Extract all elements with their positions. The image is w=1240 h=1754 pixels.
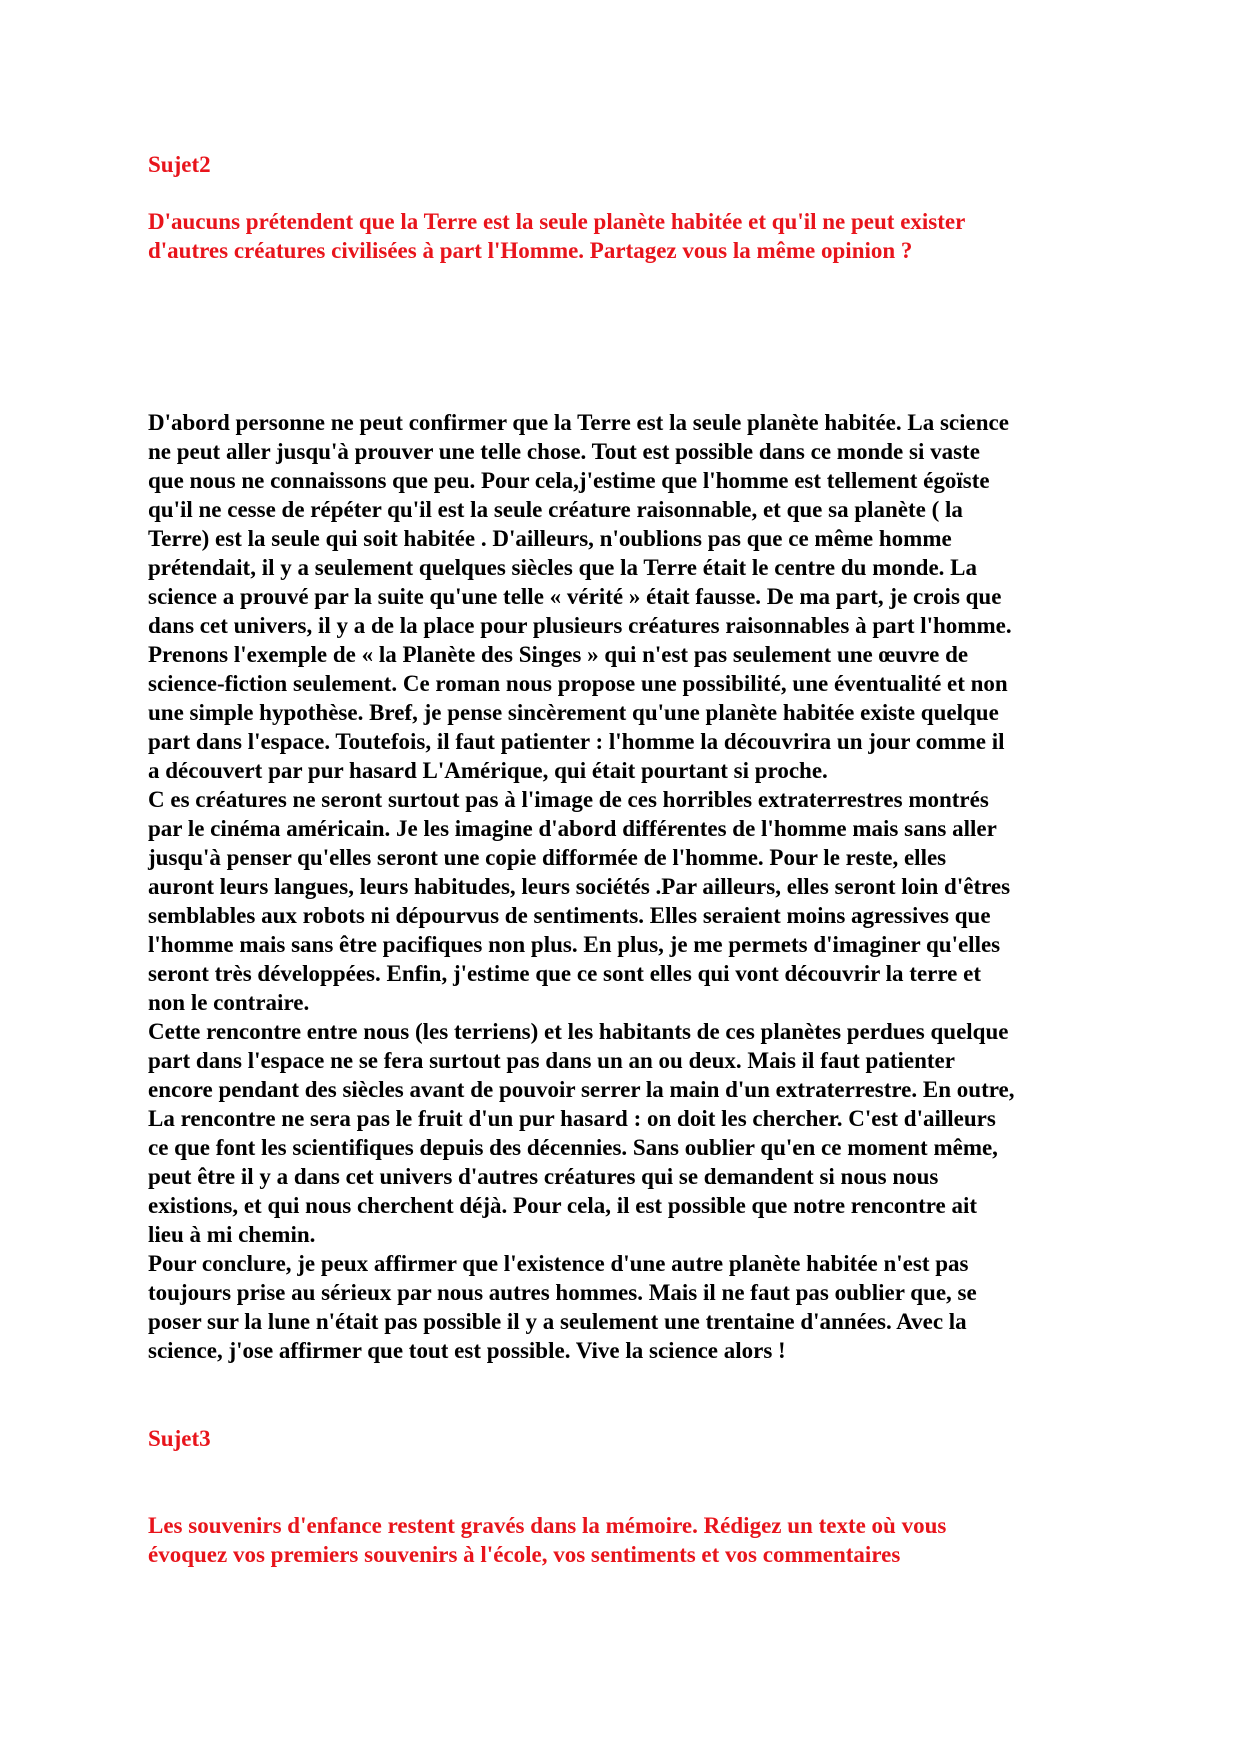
essay-line: peut être il y a dans cet univers d'autres créatures qui se demandent si nous nous — [148, 1164, 939, 1189]
essay-line: science a prouvé par la suite qu'une telle « vérité » était fausse. De ma part, je crois que — [148, 584, 1002, 609]
essay-line: ne peut aller jusqu'à prouver une telle chose. Tout est possible dans ce monde si vaste — [148, 439, 980, 464]
essay-line: part dans l'espace ne se fera surtout pas dans un an ou deux. Mais il faut patienter — [148, 1048, 955, 1073]
essay-body — [148, 408, 1014, 1365]
essay-line: auront leurs langues, leurs habitudes, leurs sociétés .Par ailleurs, elles seront loin d'êtres — [148, 874, 1011, 899]
sujet3-question-line: évoquez vos premiers souvenirs à l'école, vos sentiments et vos commentaires — [148, 1542, 901, 1567]
essay-line: l'homme mais sans être pacifiques non plus. En plus, je me permets d'imaginer qu'elles — [148, 932, 1001, 957]
essay-line: lieu à mi chemin. — [148, 1222, 316, 1247]
sujet2-question — [148, 207, 965, 265]
essay-line: ce que font les scientifiques depuis des décennies. Sans oublier qu'en ce moment même, — [148, 1135, 998, 1160]
essay-line: existions, et qui nous cherchent déjà. Pour cela, il est possible que notre rencontre ait — [148, 1193, 978, 1218]
essay-line: prétendait, il y a seulement quelques siècles que la Terre était le centre du monde. La — [148, 555, 978, 580]
sujet3-question-line: Les souvenirs d'enfance restent gravés dans la mémoire. Rédigez un texte où vous — [148, 1513, 947, 1538]
essay-line: semblables aux robots ni dépourvus de sentiments. Elles seraient moins agressives que — [148, 903, 991, 928]
essay-line: toujours prise au sérieux par nous autres hommes. Mais il ne faut pas oublier que, se — [148, 1280, 977, 1305]
essay-line: Terre) est la seule qui soit habitée . D'ailleurs, n'oublions pas que ce même homme — [148, 526, 952, 551]
essay-line: que nous ne connaissons que peu. Pour cela,j'estime que l'homme est tellement égoïste — [148, 468, 990, 493]
essay-line: encore pendant des siècles avant de pouvoir serrer la main d'un extraterrestre. En outre, — [148, 1077, 1015, 1102]
essay-line: Cette rencontre entre nous (les terriens) et les habitants de ces planètes perdues quelque — [148, 1019, 1009, 1044]
essay-line: Prenons l'exemple de « la Planète des Singes » qui n'est pas seulement une œuvre de — [148, 642, 969, 667]
essay-line: science-fiction seulement. Ce roman nous propose une possibilité, une éventualité et non — [148, 671, 1008, 696]
essay-line: Pour conclure, je peux affirmer que l'existence d'une autre planète habitée n'est pas — [148, 1251, 969, 1276]
sujet2-question-line: D'aucuns prétendent que la Terre est la seule planète habitée et qu'il ne peut exister — [148, 209, 966, 234]
essay-line: C es créatures ne seront surtout pas à l'image de ces horribles extraterrestres montrés — [148, 787, 989, 812]
essay-line: seront très développées. Enfin, j'estime que ce sont elles qui vont découvrir la terre et — [148, 961, 981, 986]
sujet2-title: Sujet2 — [148, 152, 211, 177]
essay-line: part dans l'espace. Toutefois, il faut patienter : l'homme la découvrira un jour comme il — [148, 729, 1005, 754]
sujet3-title: Sujet3 — [148, 1426, 211, 1451]
essay-line: D'abord personne ne peut confirmer que la Terre est la seule planète habitée. La science — [148, 410, 1009, 435]
essay-line: a découvert par pur hasard L'Amérique, qui était pourtant si proche. — [148, 758, 828, 783]
essay-line: poser sur la lune n'était pas possible il y a seulement une trentaine d'années. Avec la — [148, 1309, 967, 1334]
sujet2-question-line: d'autres créatures civilisées à part l'Homme. Partagez vous la même opinion ? — [148, 238, 913, 263]
sujet3-question — [148, 1511, 946, 1569]
essay-line: une simple hypothèse. Bref, je pense sincèrement qu'une planète habitée existe quelque — [148, 700, 999, 725]
essay-line: par le cinéma américain. Je les imagine d'abord différentes de l'homme mais sans aller — [148, 816, 997, 841]
essay-line: jusqu'à penser qu'elles seront une copie difformée de l'homme. Pour le reste, elles — [148, 845, 947, 870]
essay-line: non le contraire. — [148, 990, 310, 1015]
essay-line: qu'il ne cesse de répéter qu'il est la seule créature raisonnable, et que sa planète ( la — [148, 497, 963, 522]
essay-line: science, j'ose affirmer que tout est possible. Vive la science alors ! — [148, 1338, 786, 1363]
essay-line: La rencontre ne sera pas le fruit d'un pur hasard : on doit les chercher. C'est d'ailleurs — [148, 1106, 996, 1131]
essay-line: dans cet univers, il y a de la place pour plusieurs créatures raisonnables à part l'homme. — [148, 613, 1012, 638]
